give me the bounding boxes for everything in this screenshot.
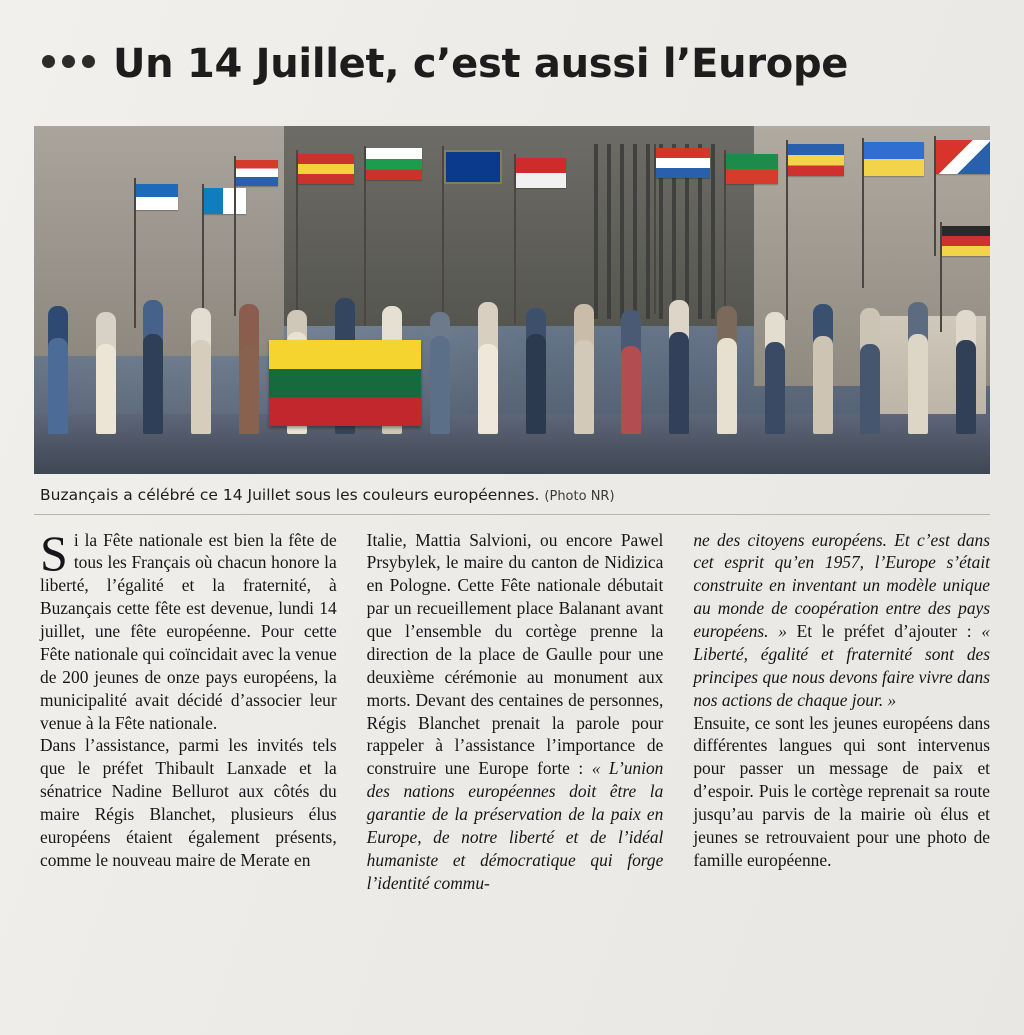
column-2 — [367, 529, 664, 895]
pull-quote-continued: ne des citoyens européens. Et c’est dans cet esprit qu’en 1957, l’Europe s’était construite en inventant un modèle unique au monde de coopération entre des pays européens. » — [693, 529, 991, 642]
pull-quote: « L’union des nations européennes doit être la garantie de la préservation de la paix en Europe, de notre liberté et de l’idéal humaniste et démocratique qui forge l’identité commu- — [366, 758, 664, 893]
paragraph-text: Italie, Mattia Salvioni, ou encore Pawel Prsybylek, le maire du canton de Nidizica en Pologne. Cette Fête nationale débutait par un recueillement place Balanant avant que l’ensemble du cortège prenne la direction de la place de Gaulle pour une deuxième cérémonie au monument aux morts. Devant des centaines de personnes, Régis Blanchet prenait la parole pour rappeler à l’assistance l’importance de construire une Europe forte : — [366, 529, 664, 779]
paragraph — [693, 529, 990, 712]
column-3 — [693, 529, 990, 895]
paragraph: Si la Fête nationale est bien la fête de tous les Français où chacun honore la liberté, l’égalité et la fraternité, à Buzançais cette fête est devenue, lundi 14 juillet, une fête européenne. Pour cette Fête nationale qui coïncidait avec la venue de 200 jeunes de onze pays européens, la municipalité avait décidé d’associer leur venue à la Fête nationale. — [40, 524, 337, 733]
paragraph: Ensuite, ce sont les jeunes européens dans différentes langues qui sont intervenus pour passer un message de paix et d’espoir. Puis le cortège reprenait sa route jusqu’au parvis de la mairie où élus et jeunes se retrouvaient pour une photo de famille européenne. — [693, 712, 991, 870]
pull-quote-second: « Liberté, égalité et fraternité sont des principes que nous devons faire vivre dans nos actions de chaque jour. » — [693, 621, 991, 710]
photo-credit: (Photo NR) — [544, 488, 615, 504]
three-dots-icon — [42, 55, 95, 68]
headline-row — [34, 0, 990, 112]
photo-caption — [34, 486, 990, 504]
article-body — [34, 524, 991, 895]
paragraph — [367, 529, 664, 895]
page-title: Un 14 Juillet, c’est aussi l’Europe — [113, 40, 849, 87]
divider — [34, 514, 990, 515]
quote-attribution: Et le préfet d’ajouter : — [786, 621, 982, 642]
paragraph: Dans l’assistance, parmi les invités tels que le préfet Thibault Lanxade et la sénatrice Nadine Bellurot aux côtés du maire Régis Blanchet, plusieurs élus européens étaient également présents, comme le nouveau maire de Merate en — [40, 735, 337, 870]
caption-text: Buzançais a célébré ce 14 Juillet sous les couleurs européennes. — [40, 485, 540, 504]
crowd-with-european-flags-photo — [34, 126, 990, 474]
lithuanian-flag — [269, 340, 421, 426]
column-1 — [40, 524, 337, 895]
